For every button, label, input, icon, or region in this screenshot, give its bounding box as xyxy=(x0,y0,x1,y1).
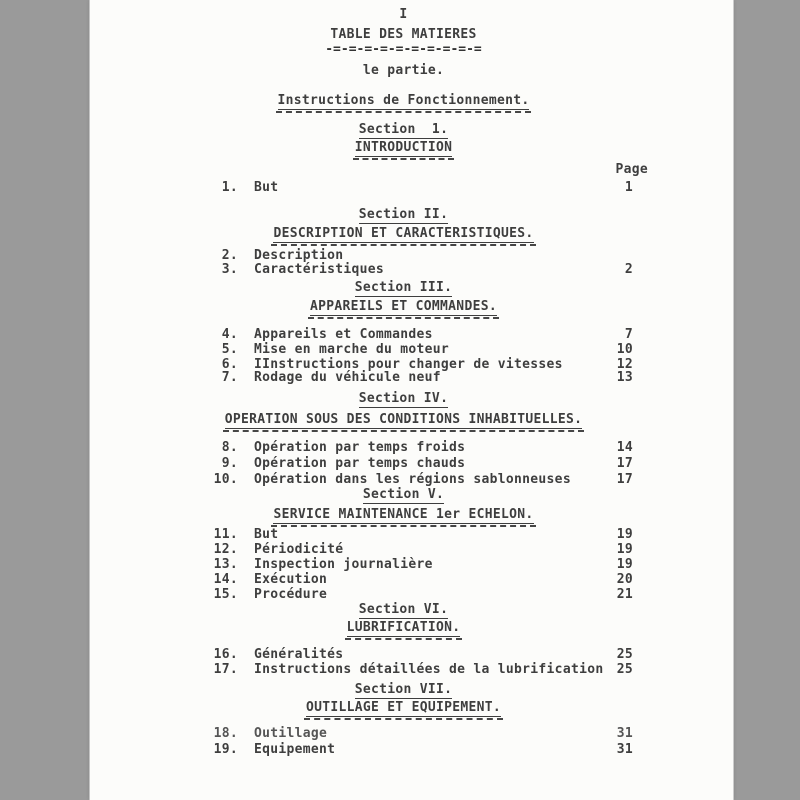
toc-row xyxy=(213,558,633,572)
toc-item-title: IInstructions pour changer de vitesses xyxy=(254,357,563,372)
toc-item-title: Inspection journalière xyxy=(254,557,433,572)
toc-item-page: 7 xyxy=(624,327,633,342)
title-underline-dashes: -=-=-=-=-=-=-=-=-=-= xyxy=(325,42,482,57)
toc-row xyxy=(213,743,633,757)
page-roman-numeral: I xyxy=(399,7,408,22)
toc-row xyxy=(213,663,633,677)
toc-item-title: But xyxy=(254,527,279,542)
toc-row xyxy=(213,328,633,342)
section-6-subtitle-line xyxy=(82,621,725,637)
toc-item-page: 17 xyxy=(616,472,633,487)
section-1-heading: Section 1. xyxy=(358,122,449,137)
toc-row xyxy=(213,457,633,471)
toc-item-page: 25 xyxy=(616,662,633,677)
toc-item-title: Outillage xyxy=(254,726,328,741)
toc-item-page: 12 xyxy=(616,357,633,372)
toc-item-number: 7. xyxy=(221,370,238,385)
toc-row xyxy=(213,573,633,587)
toc-item-title: Opération dans les régions sablonneuses xyxy=(254,472,571,487)
section-3-subtitle-line xyxy=(82,300,725,316)
section-6-heading-line xyxy=(82,603,725,619)
section-2-heading: Section II. xyxy=(358,207,449,222)
toc-item-title: Instructions détaillées de la lubrification xyxy=(254,662,604,677)
toc-row xyxy=(213,648,633,662)
section-5-heading-line xyxy=(82,488,725,504)
toc-item-number: 19. xyxy=(213,742,238,757)
toc-item-title: Mise en marche du moteur xyxy=(254,342,450,357)
toc-item-number: 13. xyxy=(213,557,238,572)
toc-row xyxy=(213,727,633,741)
section-7-heading-line xyxy=(82,683,725,699)
toc-item-page: 19 xyxy=(616,527,633,542)
toc-item-title: Périodicité xyxy=(254,542,344,557)
toc-row xyxy=(213,181,633,195)
toc-item-number: 9. xyxy=(221,456,238,471)
section-4-subtitle: OPERATION SOUS DES CONDITIONS INHABITUELLES. xyxy=(224,412,583,427)
toc-item-page: 20 xyxy=(616,572,633,587)
section-7-subtitle: OUTILLAGE ET EQUIPEMENT. xyxy=(305,700,502,715)
toc-item-page: 31 xyxy=(616,726,633,741)
toc-row xyxy=(213,543,633,557)
part-label: le partie. xyxy=(362,63,445,78)
toc-item-number: 11. xyxy=(213,527,238,542)
toc-row xyxy=(213,371,633,385)
section-3-heading: Section III. xyxy=(354,280,453,295)
section-2-heading-line xyxy=(82,208,725,224)
section-2-subtitle: DESCRIPTION ET CARACTERISTIQUES. xyxy=(273,226,534,241)
toc-item-page: 1 xyxy=(624,180,633,195)
toc-item-number: 17. xyxy=(213,662,238,677)
section-3-heading-line xyxy=(82,281,725,297)
document-page xyxy=(90,0,733,800)
toc-item-number: 15. xyxy=(213,587,238,602)
toc-item-title: Opération par temps chauds xyxy=(254,456,466,471)
toc-item-number: 18. xyxy=(213,726,238,741)
toc-item-page: 19 xyxy=(616,557,633,572)
toc-item-page: 10 xyxy=(616,342,633,357)
toc-item-title: Procédure xyxy=(254,587,328,602)
section-3-subtitle: APPAREILS ET COMMANDES. xyxy=(310,299,497,314)
part-title-line xyxy=(82,94,725,110)
toc-row xyxy=(213,441,633,455)
section-1-subtitle: INTRODUCTION xyxy=(354,140,453,155)
toc-item-number: 10. xyxy=(213,472,238,487)
toc-item-page: 13 xyxy=(616,370,633,385)
toc-item-title: Equipement xyxy=(254,742,336,757)
section-5-heading: Section V. xyxy=(362,487,445,502)
toc-item-number: 8. xyxy=(221,440,238,455)
toc-item-page: 17 xyxy=(616,456,633,471)
toc-item-title: Rodage du véhicule neuf xyxy=(254,370,441,385)
toc-item-title: Exécution xyxy=(254,572,328,587)
section-1-subtitle-line xyxy=(82,141,725,157)
toc-item-title: Généralités xyxy=(254,647,344,662)
section-4-heading-line xyxy=(82,392,725,408)
section-5-subtitle-line xyxy=(82,508,725,524)
toc-item-number: 2. xyxy=(221,248,238,263)
toc-item-number: 16. xyxy=(213,647,238,662)
toc-row xyxy=(213,343,633,357)
section-7-heading: Section VII. xyxy=(354,682,453,697)
toc-item-number: 14. xyxy=(213,572,238,587)
toc-item-page: 19 xyxy=(616,542,633,557)
toc-row xyxy=(213,588,633,602)
section-5-subtitle: SERVICE MAINTENANCE 1er ECHELON. xyxy=(273,507,534,522)
part-title: Instructions de Fonctionnement. xyxy=(277,93,530,108)
section-4-heading: Section IV. xyxy=(358,391,449,406)
toc-row xyxy=(213,249,633,263)
toc-item-title: But xyxy=(254,180,279,195)
section-1-heading-line xyxy=(82,123,725,139)
toc-item-number: 12. xyxy=(213,542,238,557)
section-4-subtitle-line xyxy=(82,413,725,429)
toc-item-number: 3. xyxy=(221,262,238,277)
toc-item-page: 21 xyxy=(616,587,633,602)
page-column-label: Page xyxy=(615,162,648,177)
toc-item-number: 6. xyxy=(221,357,238,372)
document-title: TABLE DES MATIERES xyxy=(330,27,477,42)
toc-item-number: 4. xyxy=(221,327,238,342)
toc-item-number: 5. xyxy=(221,342,238,357)
section-2-subtitle-line xyxy=(82,227,725,243)
toc-row xyxy=(213,528,633,542)
toc-item-number: 1. xyxy=(221,180,238,195)
section-7-subtitle-line xyxy=(82,701,725,717)
toc-row xyxy=(213,263,633,277)
toc-item-page: 14 xyxy=(616,440,633,455)
toc-item-title: Appareils et Commandes xyxy=(254,327,433,342)
toc-item-page: 2 xyxy=(624,262,633,277)
toc-item-title: Description xyxy=(254,248,344,263)
section-6-heading: Section VI. xyxy=(358,602,449,617)
toc-item-page: 31 xyxy=(616,742,633,757)
section-6-subtitle: LUBRIFICATION. xyxy=(346,620,461,635)
toc-item-title: Caractéristiques xyxy=(254,262,385,277)
toc-item-title: Opération par temps froids xyxy=(254,440,466,455)
toc-row xyxy=(213,473,633,487)
toc-item-page: 25 xyxy=(616,647,633,662)
